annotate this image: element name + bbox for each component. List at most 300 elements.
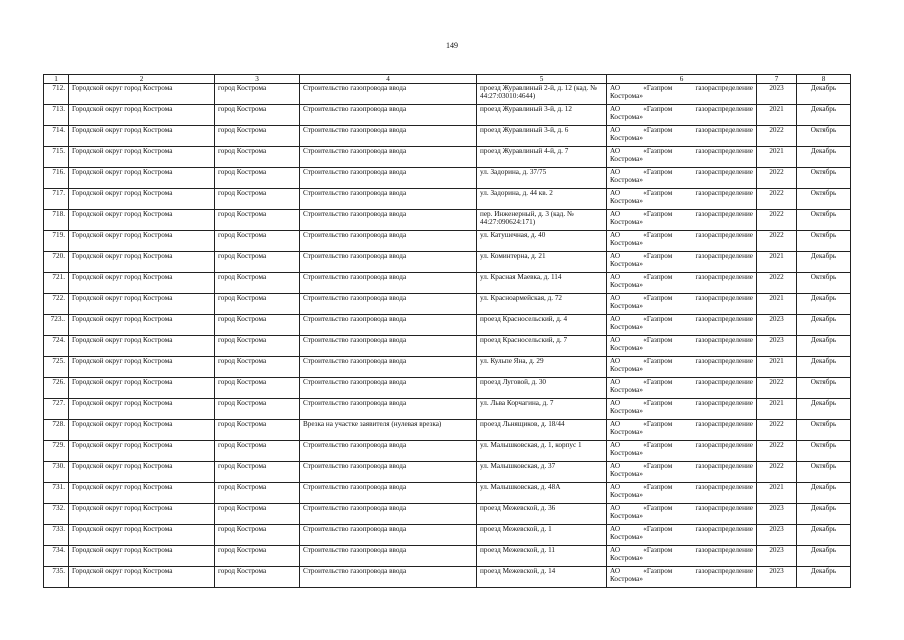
organization-name-line <box>610 546 753 554</box>
year-cell: 2022 <box>757 231 797 252</box>
organization-city: Кострома» <box>610 386 643 395</box>
settlement-cell: город Кострома <box>215 336 300 357</box>
organization-word: газораспределение <box>695 483 753 491</box>
year-cell: 2022 <box>757 420 797 441</box>
work-type-cell: Строительство газопровода ввода <box>300 147 477 168</box>
organization-word: АО <box>610 504 621 512</box>
year-cell: 2022 <box>757 210 797 231</box>
settlement-cell: город Кострома <box>215 357 300 378</box>
organization-word: газораспределение <box>695 105 753 113</box>
year-cell: 2023 <box>757 84 797 105</box>
organization-cell <box>607 189 757 210</box>
year-cell: 2023 <box>757 567 797 588</box>
year-cell: 2022 <box>757 168 797 189</box>
organization-cell <box>607 294 757 315</box>
settlement-cell: город Кострома <box>215 378 300 399</box>
table-row <box>44 84 851 105</box>
organization-word: «Газпром <box>643 504 673 512</box>
organization-word: газораспределение <box>695 252 753 260</box>
column-header: 2 <box>69 75 215 84</box>
organization-name-line <box>610 252 753 260</box>
organization-word: «Газпром <box>643 168 673 176</box>
organization-name-line <box>610 126 753 134</box>
table-row <box>44 525 851 546</box>
district-cell: Городской округ город Кострома <box>69 294 215 315</box>
table-row <box>44 168 851 189</box>
month-cell: Октябрь <box>797 273 851 294</box>
row-number: 730. <box>44 462 69 483</box>
organization-name-line <box>610 210 753 218</box>
organization-word: «Газпром <box>643 483 673 491</box>
organization-city: Кострома» <box>610 533 643 542</box>
year-cell: 2022 <box>757 126 797 147</box>
work-type-cell: Строительство газопровода ввода <box>300 168 477 189</box>
row-number: 729. <box>44 441 69 462</box>
organization-name-line <box>610 441 753 449</box>
settlement-cell: город Кострома <box>215 504 300 525</box>
organization-word: «Газпром <box>643 399 673 407</box>
district-cell: Городской округ город Кострома <box>69 189 215 210</box>
organization-word: АО <box>610 567 621 575</box>
year-cell: 2021 <box>757 399 797 420</box>
organization-word: «Газпром <box>643 315 673 323</box>
organization-city: Кострома» <box>610 365 643 374</box>
month-cell: Декабрь <box>797 504 851 525</box>
organization-word: «Газпром <box>643 357 673 365</box>
organization-word: АО <box>610 84 621 92</box>
year-cell: 2021 <box>757 252 797 273</box>
organization-name-line <box>610 336 753 344</box>
table-row <box>44 357 851 378</box>
row-number: 716. <box>44 168 69 189</box>
table-row <box>44 294 851 315</box>
organization-cell <box>607 315 757 336</box>
year-cell: 2021 <box>757 147 797 168</box>
column-header: 6 <box>607 75 757 84</box>
year-cell: 2023 <box>757 336 797 357</box>
column-header: 7 <box>757 75 797 84</box>
address-cell: ул. Малышковская, д. 37 <box>477 462 607 483</box>
organization-cell <box>607 420 757 441</box>
settlement-cell: город Кострома <box>215 273 300 294</box>
organization-city: Кострома» <box>610 323 643 332</box>
month-cell: Декабрь <box>797 147 851 168</box>
district-cell: Городской округ город Кострома <box>69 483 215 504</box>
organization-cell <box>607 210 757 231</box>
address-cell: ул. Малышковская, д. 48А <box>477 483 607 504</box>
organization-word: газораспределение <box>695 357 753 365</box>
organization-cell <box>607 441 757 462</box>
settlement-cell: город Кострома <box>215 252 300 273</box>
organization-word: АО <box>610 420 621 428</box>
year-cell: 2021 <box>757 294 797 315</box>
work-type-cell: Строительство газопровода ввода <box>300 252 477 273</box>
row-number: 718. <box>44 210 69 231</box>
organization-word: «Газпром <box>643 336 673 344</box>
district-cell: Городской округ город Кострома <box>69 147 215 168</box>
organization-word: АО <box>610 168 621 176</box>
settlement-cell: город Кострома <box>215 105 300 126</box>
settlement-cell: город Кострома <box>215 210 300 231</box>
organization-cell <box>607 525 757 546</box>
organization-name-line <box>610 462 753 470</box>
row-number: 714. <box>44 126 69 147</box>
organization-name-line <box>610 567 753 575</box>
row-number: 725. <box>44 357 69 378</box>
column-header: 1 <box>44 75 69 84</box>
work-type-cell: Строительство газопровода ввода <box>300 315 477 336</box>
settlement-cell: город Кострома <box>215 126 300 147</box>
organization-cell <box>607 252 757 273</box>
year-cell: 2022 <box>757 378 797 399</box>
organization-word: «Газпром <box>643 462 673 470</box>
organization-name-line <box>610 525 753 533</box>
organization-word: АО <box>610 462 621 470</box>
organization-word: АО <box>610 147 621 155</box>
district-cell: Городской округ город Кострома <box>69 231 215 252</box>
organization-word: газораспределение <box>695 231 753 239</box>
work-type-cell: Строительство газопровода ввода <box>300 189 477 210</box>
organization-word: «Газпром <box>643 567 673 575</box>
district-cell: Городской округ город Кострома <box>69 273 215 294</box>
organization-word: АО <box>610 252 621 260</box>
organization-cell <box>607 483 757 504</box>
row-number: 722. <box>44 294 69 315</box>
organization-city: Кострома» <box>610 575 643 584</box>
organization-word: газораспределение <box>695 441 753 449</box>
organization-word: «Газпром <box>643 126 673 134</box>
table-row <box>44 378 851 399</box>
organization-word: «Газпром <box>643 189 673 197</box>
month-cell: Октябрь <box>797 420 851 441</box>
month-cell: Декабрь <box>797 483 851 504</box>
row-number: 712. <box>44 84 69 105</box>
row-number: 720. <box>44 252 69 273</box>
address-cell: проезд Льнящиков, д. 18/44 <box>477 420 607 441</box>
table-row <box>44 441 851 462</box>
organization-word: газораспределение <box>695 378 753 386</box>
table-row <box>44 189 851 210</box>
organization-word: АО <box>610 546 621 554</box>
month-cell: Декабрь <box>797 252 851 273</box>
organization-city: Кострома» <box>610 428 643 437</box>
work-type-cell: Строительство газопровода ввода <box>300 462 477 483</box>
organization-word: газораспределение <box>695 210 753 218</box>
district-cell: Городской округ город Кострома <box>69 546 215 567</box>
address-cell: проезд Журавлиный 3-й, д. 6 <box>477 126 607 147</box>
year-cell: 2023 <box>757 315 797 336</box>
settlement-cell: город Кострома <box>215 84 300 105</box>
organization-city: Кострома» <box>610 134 643 143</box>
district-cell: Городской округ город Кострома <box>69 399 215 420</box>
work-type-cell: Строительство газопровода ввода <box>300 399 477 420</box>
district-cell: Городской округ город Кострома <box>69 315 215 336</box>
organization-word: газораспределение <box>695 504 753 512</box>
settlement-cell: город Кострома <box>215 420 300 441</box>
row-number: 733. <box>44 525 69 546</box>
settlement-cell: город Кострома <box>215 441 300 462</box>
table-row <box>44 105 851 126</box>
organization-city: Кострома» <box>610 302 643 311</box>
organization-cell <box>607 378 757 399</box>
address-cell: проезд Журавлиный 2-й, д. 12 (кад. № 44:27:03010:4644) <box>477 84 607 105</box>
address-cell: ул. Льва Корчагина, д. 7 <box>477 399 607 420</box>
organization-word: газораспределение <box>695 84 753 92</box>
organization-word: газораспределение <box>695 420 753 428</box>
address-cell: проезд Красносельский, д. 4 <box>477 315 607 336</box>
month-cell: Октябрь <box>797 378 851 399</box>
row-number: 732. <box>44 504 69 525</box>
table-row <box>44 462 851 483</box>
row-number: 724. <box>44 336 69 357</box>
work-type-cell: Строительство газопровода ввода <box>300 126 477 147</box>
work-type-cell: Строительство газопровода ввода <box>300 567 477 588</box>
organization-word: АО <box>610 525 621 533</box>
month-cell: Декабрь <box>797 399 851 420</box>
work-type-cell: Строительство газопровода ввода <box>300 525 477 546</box>
organization-word: «Газпром <box>643 441 673 449</box>
organization-word: «Газпром <box>643 231 673 239</box>
organization-cell <box>607 84 757 105</box>
table-row <box>44 231 851 252</box>
year-cell: 2022 <box>757 189 797 210</box>
organization-city: Кострома» <box>610 512 643 521</box>
row-number: 735. <box>44 567 69 588</box>
organization-name-line <box>610 84 753 92</box>
table-row <box>44 504 851 525</box>
organization-cell <box>607 147 757 168</box>
row-number: 723.. <box>44 315 69 336</box>
table-row <box>44 336 851 357</box>
organization-cell <box>607 546 757 567</box>
organization-name-line <box>610 483 753 491</box>
row-number: 726. <box>44 378 69 399</box>
month-cell: Декабрь <box>797 84 851 105</box>
table-row <box>44 483 851 504</box>
work-type-cell: Строительство газопровода ввода <box>300 84 477 105</box>
organization-word: «Газпром <box>643 378 673 386</box>
year-cell: 2023 <box>757 546 797 567</box>
year-cell: 2021 <box>757 105 797 126</box>
organization-name-line <box>610 231 753 239</box>
organization-word: АО <box>610 378 621 386</box>
settlement-cell: город Кострома <box>215 315 300 336</box>
organization-city: Кострома» <box>610 260 643 269</box>
year-cell: 2022 <box>757 441 797 462</box>
row-number: 713. <box>44 105 69 126</box>
organization-word: АО <box>610 189 621 197</box>
month-cell: Октябрь <box>797 126 851 147</box>
organization-word: «Газпром <box>643 147 673 155</box>
district-cell: Городской округ город Кострома <box>69 525 215 546</box>
address-cell: ул. Коминтерна, д. 21 <box>477 252 607 273</box>
organization-word: «Газпром <box>643 84 673 92</box>
month-cell: Декабрь <box>797 105 851 126</box>
organization-city: Кострома» <box>610 239 643 248</box>
district-cell: Городской округ город Кострома <box>69 336 215 357</box>
organization-word: АО <box>610 315 621 323</box>
column-header: 8 <box>797 75 851 84</box>
work-type-cell: Строительство газопровода ввода <box>300 483 477 504</box>
organization-city: Кострома» <box>610 155 643 164</box>
organization-city: Кострома» <box>610 344 643 353</box>
address-cell: проезд Луговой, д. 30 <box>477 378 607 399</box>
organization-word: газораспределение <box>695 462 753 470</box>
table-row <box>44 399 851 420</box>
work-type-cell: Строительство газопровода ввода <box>300 105 477 126</box>
organization-word: газораспределение <box>695 273 753 281</box>
district-cell: Городской округ город Кострома <box>69 126 215 147</box>
month-cell: Декабрь <box>797 567 851 588</box>
organization-word: АО <box>610 105 621 113</box>
month-cell: Декабрь <box>797 357 851 378</box>
organization-word: газораспределение <box>695 567 753 575</box>
address-cell: ул. Красная Маевка, д. 114 <box>477 273 607 294</box>
organization-word: газораспределение <box>695 294 753 302</box>
organization-cell <box>607 336 757 357</box>
year-cell: 2021 <box>757 483 797 504</box>
address-cell: ул. Задорина, д. 44 кв. 2 <box>477 189 607 210</box>
organization-word: «Газпром <box>643 546 673 554</box>
month-cell: Октябрь <box>797 462 851 483</box>
settlement-cell: город Кострома <box>215 189 300 210</box>
organization-cell <box>607 231 757 252</box>
work-type-cell: Строительство газопровода ввода <box>300 378 477 399</box>
district-cell: Городской округ город Кострома <box>69 252 215 273</box>
year-cell: 2023 <box>757 504 797 525</box>
work-type-cell: Строительство газопровода ввода <box>300 294 477 315</box>
organization-word: АО <box>610 399 621 407</box>
row-number: 727. <box>44 399 69 420</box>
district-cell: Городской округ город Кострома <box>69 420 215 441</box>
address-cell: ул. Кульпе Яна, д. 29 <box>477 357 607 378</box>
month-cell: Декабрь <box>797 315 851 336</box>
organization-word: «Газпром <box>643 420 673 428</box>
district-cell: Городской округ город Кострома <box>69 168 215 189</box>
table-row <box>44 315 851 336</box>
organization-city: Кострома» <box>610 113 643 122</box>
settlement-cell: город Кострома <box>215 546 300 567</box>
table-row <box>44 546 851 567</box>
organization-cell <box>607 462 757 483</box>
organization-word: «Газпром <box>643 273 673 281</box>
organization-cell <box>607 105 757 126</box>
district-cell: Городской округ город Кострома <box>69 378 215 399</box>
organization-word: АО <box>610 483 621 491</box>
organization-name-line <box>610 420 753 428</box>
organization-word: газораспределение <box>695 189 753 197</box>
district-cell: Городской округ город Кострома <box>69 441 215 462</box>
organization-city: Кострома» <box>610 554 643 563</box>
address-cell: ул. Красноармейская, д. 72 <box>477 294 607 315</box>
organization-word: АО <box>610 336 621 344</box>
organization-cell <box>607 357 757 378</box>
table-row <box>44 210 851 231</box>
district-cell: Городской округ город Кострома <box>69 105 215 126</box>
organization-word: АО <box>610 126 621 134</box>
settlement-cell: город Кострома <box>215 525 300 546</box>
month-cell: Октябрь <box>797 441 851 462</box>
settlement-cell: город Кострома <box>215 399 300 420</box>
settlement-cell: город Кострома <box>215 168 300 189</box>
organization-name-line <box>610 504 753 512</box>
address-cell: проезд Журавлиный 3-й, д. 12 <box>477 105 607 126</box>
organization-name-line <box>610 147 753 155</box>
work-type-cell: Строительство газопровода ввода <box>300 441 477 462</box>
organization-word: газораспределение <box>695 168 753 176</box>
settlement-cell: город Кострома <box>215 483 300 504</box>
month-cell: Октябрь <box>797 210 851 231</box>
organization-name-line <box>610 294 753 302</box>
organization-city: Кострома» <box>610 197 643 206</box>
address-cell: проезд Межевской, д. 14 <box>477 567 607 588</box>
district-cell: Городской округ город Кострома <box>69 567 215 588</box>
organization-city: Кострома» <box>610 407 643 416</box>
column-header: 5 <box>477 75 607 84</box>
month-cell: Декабрь <box>797 294 851 315</box>
organization-word: АО <box>610 210 621 218</box>
work-type-cell: Строительство газопровода ввода <box>300 357 477 378</box>
organization-word: газораспределение <box>695 126 753 134</box>
row-number: 734. <box>44 546 69 567</box>
organization-name-line <box>610 189 753 197</box>
column-number-row <box>44 75 851 84</box>
organization-word: «Газпром <box>643 252 673 260</box>
settlement-cell: город Кострома <box>215 294 300 315</box>
row-number: 731. <box>44 483 69 504</box>
work-type-cell: Строительство газопровода ввода <box>300 336 477 357</box>
address-cell: проезд Красносельский, д. 7 <box>477 336 607 357</box>
table-row <box>44 420 851 441</box>
organization-name-line <box>610 315 753 323</box>
year-cell: 2022 <box>757 273 797 294</box>
year-cell: 2023 <box>757 525 797 546</box>
organization-word: газораспределение <box>695 147 753 155</box>
organization-word: АО <box>610 273 621 281</box>
month-cell: Октябрь <box>797 168 851 189</box>
organization-cell <box>607 399 757 420</box>
month-cell: Декабрь <box>797 525 851 546</box>
settlement-cell: город Кострома <box>215 567 300 588</box>
organization-name-line <box>610 105 753 113</box>
month-cell: Октябрь <box>797 231 851 252</box>
work-type-cell: Строительство газопровода ввода <box>300 273 477 294</box>
organization-city: Кострома» <box>610 176 643 185</box>
gasification-schedule-table <box>43 74 851 588</box>
organization-word: газораспределение <box>695 399 753 407</box>
organization-city: Кострома» <box>610 491 643 500</box>
organization-word: «Газпром <box>643 105 673 113</box>
organization-word: «Газпром <box>643 210 673 218</box>
organization-cell <box>607 168 757 189</box>
work-type-cell: Строительство газопровода ввода <box>300 210 477 231</box>
organization-word: АО <box>610 357 621 365</box>
organization-name-line <box>610 273 753 281</box>
organization-word: АО <box>610 294 621 302</box>
district-cell: Городской округ город Кострома <box>69 504 215 525</box>
year-cell: 2022 <box>757 462 797 483</box>
address-cell: ул. Задорина, д. 37/75 <box>477 168 607 189</box>
district-cell: Городской округ город Кострома <box>69 462 215 483</box>
address-cell: ул. Малышковская, д. 1, корпус 1 <box>477 441 607 462</box>
organization-cell <box>607 126 757 147</box>
work-type-cell: Строительство газопровода ввода <box>300 504 477 525</box>
table-row <box>44 567 851 588</box>
column-header: 3 <box>215 75 300 84</box>
year-cell: 2021 <box>757 357 797 378</box>
row-number: 721. <box>44 273 69 294</box>
settlement-cell: город Кострома <box>215 231 300 252</box>
